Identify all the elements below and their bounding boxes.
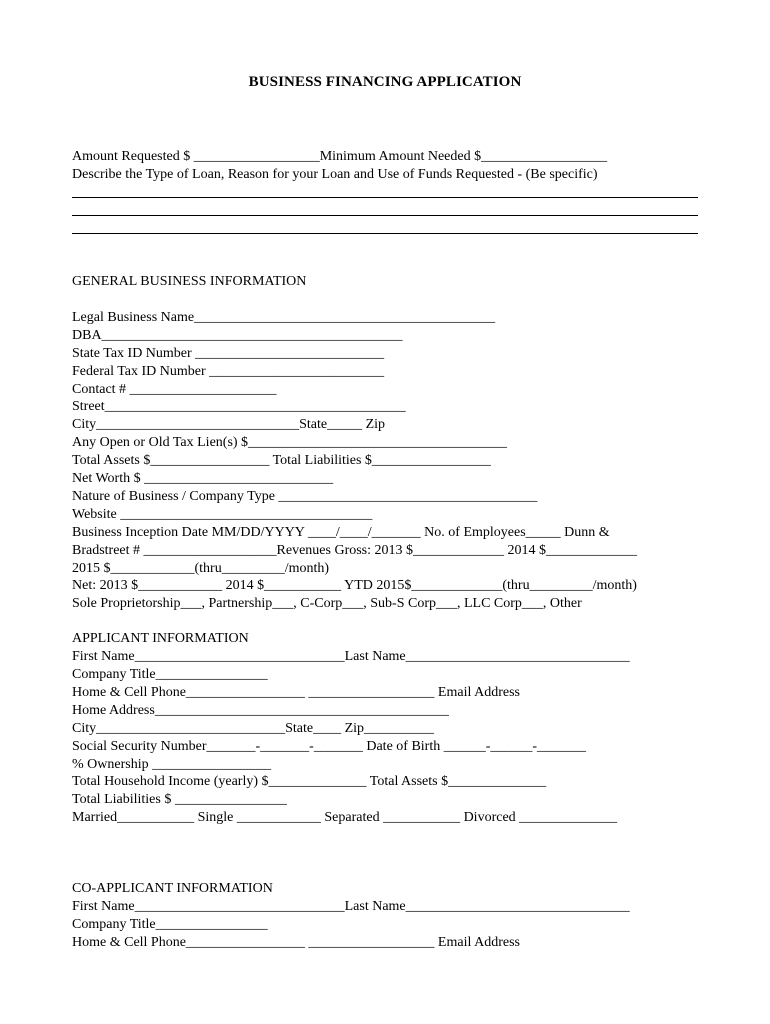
general-line-federal-tax-id: Federal Tax ID Number _________________________ <box>72 364 385 379</box>
description-blank-line-3 <box>72 233 698 234</box>
description-blank-line-2 <box>72 215 698 216</box>
general-line-street: Street___________________________________________ <box>72 399 406 414</box>
applicant-line-city-state-zip: City___________________________State____ Zip__________ <box>72 721 435 736</box>
amount-requested-line: Amount Requested $ __________________Minimum Amount Needed $__________________ <box>72 149 608 164</box>
applicant-line-total-liabilities: Total Liabilities $ ________________ <box>72 792 287 807</box>
general-line-entity-type: Sole Proprietorship___, Partnership___, C-Corp___, Sub-S Corp___, LLC Corp___, Other <box>72 596 582 611</box>
applicant-heading: APPLICANT INFORMATION <box>72 631 249 646</box>
general-line-tax-liens: Any Open or Old Tax Lien(s) $_____________________________________ <box>72 435 508 450</box>
general-line-net-worth: Net Worth $ ___________________________ <box>72 471 334 486</box>
co-applicant-line-name: First Name______________________________Last Name________________________________ <box>72 899 630 914</box>
general-line-net-revenues: Net: 2013 $____________ 2014 $___________ YTD 2015$_____________(thru_________/month) <box>72 578 637 593</box>
applicant-line-marital-status: Married___________ Single ____________ Separated ___________ Divorced ______________ <box>72 810 618 825</box>
applicant-line-ownership: % Ownership _________________ <box>72 757 272 772</box>
applicant-line-company-title: Company Title________________ <box>72 667 268 682</box>
general-line-state-tax-id: State Tax ID Number ___________________________ <box>72 346 385 361</box>
document-title: BUSINESS FINANCING APPLICATION <box>248 74 522 90</box>
general-line-inception-date: Business Inception Date MM/DD/YYYY ____/____/_______ No. of Employees_____ Dunn & <box>72 525 610 540</box>
co-applicant-line-company-title: Company Title________________ <box>72 917 268 932</box>
applicant-line-name: First Name______________________________Last Name________________________________ <box>72 649 630 664</box>
applicant-line-household-income: Total Household Income (yearly) $______________ Total Assets $______________ <box>72 774 547 789</box>
description-blank-line-1 <box>72 197 698 198</box>
general-line-revenues-gross: Bradstreet # ___________________Revenues Gross: 2013 $_____________ 2014 $_____________ <box>72 543 638 558</box>
applicant-line-phone-email: Home & Cell Phone_________________ __________________ Email Address <box>72 685 520 700</box>
general-line-city-state-zip: City_____________________________State_____ Zip <box>72 417 386 432</box>
general-business-heading: GENERAL BUSINESS INFORMATION <box>72 274 307 289</box>
general-line-legal-name: Legal Business Name___________________________________________ <box>72 310 496 325</box>
co-applicant-heading: CO-APPLICANT INFORMATION <box>72 881 273 896</box>
general-line-assets-liabilities: Total Assets $_________________ Total Liabilities $_________________ <box>72 453 491 468</box>
general-line-nature-of-business: Nature of Business / Company Type _____________________________________ <box>72 489 538 504</box>
general-line-contact: Contact # _____________________ <box>72 382 277 397</box>
general-line-website: Website ____________________________________ <box>72 507 373 522</box>
general-line-revenues-2015: 2015 $____________(thru_________/month) <box>72 561 330 576</box>
applicant-line-home-address: Home Address__________________________________________ <box>72 703 449 718</box>
general-line-dba: DBA___________________________________________ <box>72 328 403 343</box>
loan-description-prompt: Describe the Type of Loan, Reason for your Loan and Use of Funds Requested - (Be specific) <box>72 167 598 182</box>
co-applicant-line-phone-email: Home & Cell Phone_________________ __________________ Email Address <box>72 935 520 950</box>
applicant-line-ssn-dob: Social Security Number_______-_______-_______ Date of Birth ______-______-_______ <box>72 739 587 754</box>
